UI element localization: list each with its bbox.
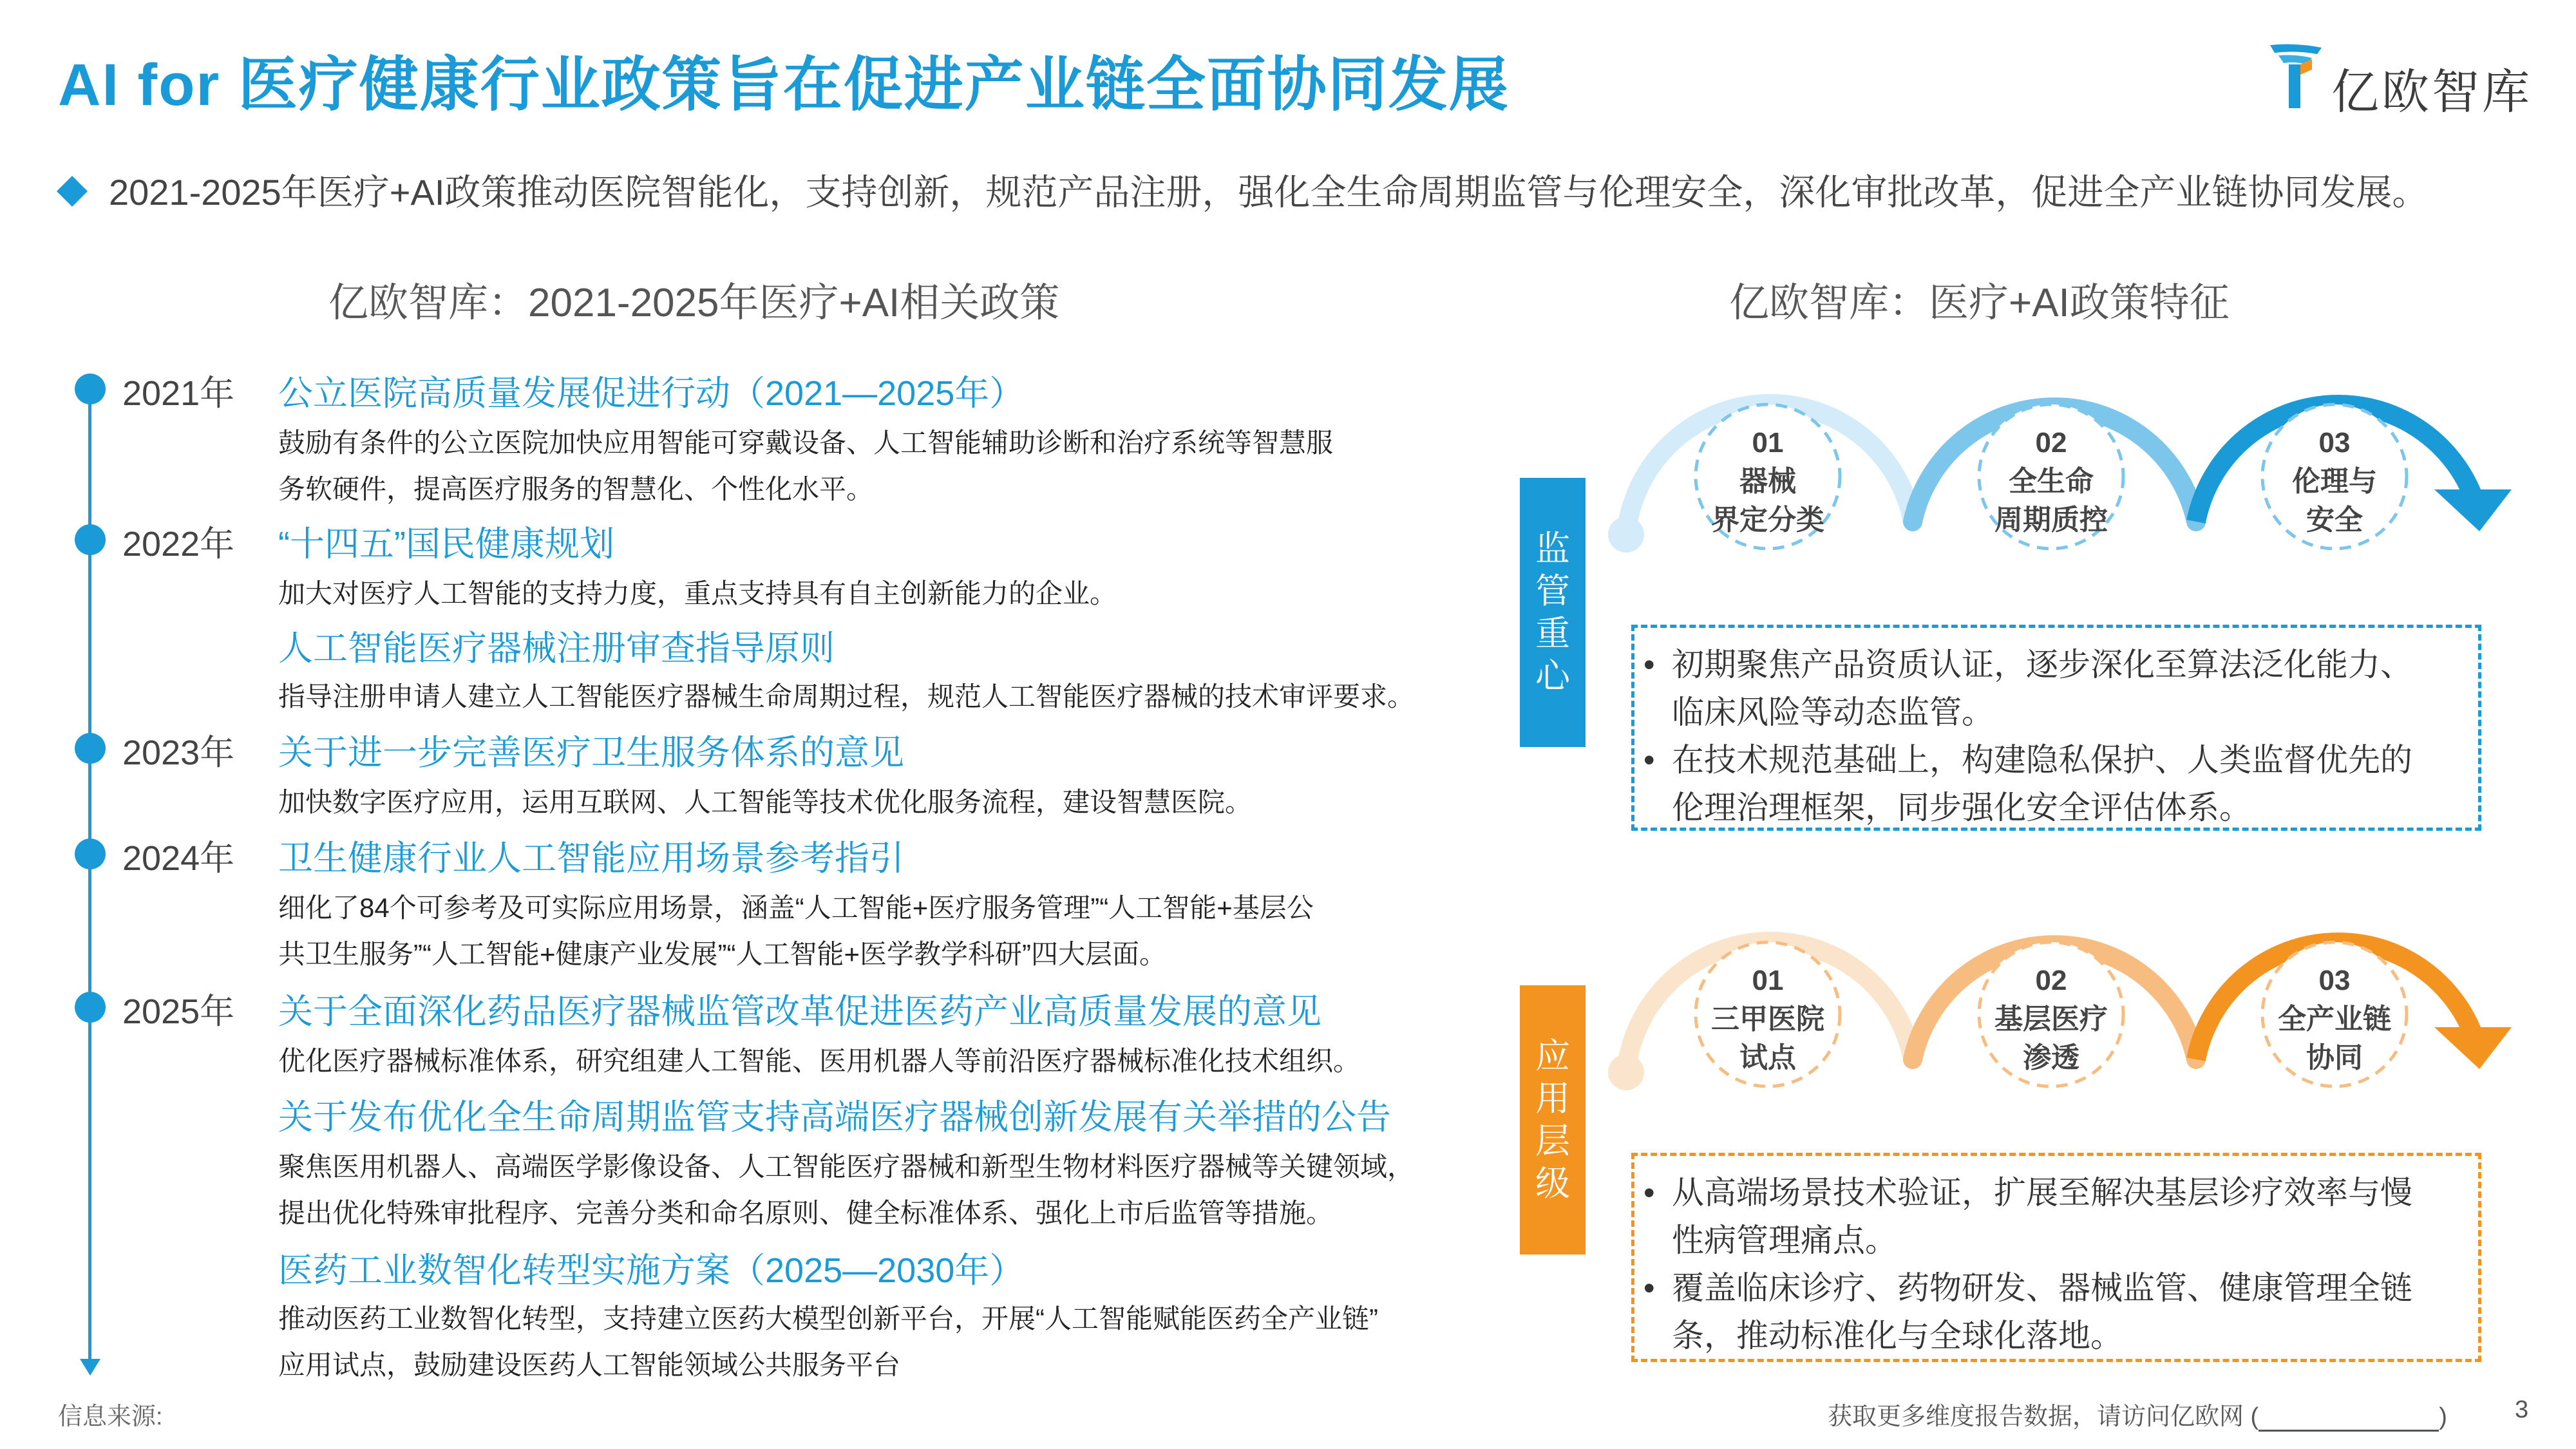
source-label: 信息来源:: [58, 1403, 163, 1430]
policy-title: 卫生健康行业人工智能应用场景参考指引: [278, 839, 904, 878]
timeline-dot: [75, 733, 106, 764]
policy-desc: 提出优化特殊审批程序、完善分类和命名原则、健全标准体系、强化上市后监管等措施。: [278, 1198, 1334, 1228]
step-line: 协同: [2306, 1042, 2363, 1074]
more-info-text: 获取更多维度报告数据，请访问亿欧网 ( ): [1828, 1403, 2447, 1430]
policy-desc: 鼓励有条件的公立医院加快应用智能可穿戴设备、人工智能辅助诊断和治疗系统等智慧服: [278, 428, 1334, 458]
step-line: 基层医疗: [1994, 1003, 2108, 1035]
step-line: 试点: [1739, 1042, 1796, 1074]
side-label-text: 应用层级: [1535, 1037, 1570, 1203]
yiou-logo-icon: [2267, 40, 2325, 111]
step-text: [1690, 961, 1845, 1077]
policy-title: 医药工业数智化转型实施方案（2025—2030年）: [278, 1251, 1025, 1290]
step-line: 渗透: [2023, 1042, 2079, 1074]
logo: [2267, 40, 2537, 117]
step-text: [1974, 961, 2128, 1077]
step-line: 全产业链: [2278, 1003, 2391, 1035]
diamond-bullet-icon: [57, 176, 88, 207]
policy-title: 关于全面深化药品医疗器械监管改革促进医药产业高质量发展的意见: [278, 992, 1321, 1031]
step-number: 03: [2318, 427, 2351, 459]
bullet-item: • 在技术规范基础上，构建隐私保护、人类监督优先的 伦理治理框架，同步强化安全评估体系。: [1634, 736, 2478, 831]
page-title: AI for 医疗健康行业政策旨在促进产业链全面协同发展: [58, 52, 1510, 118]
link-blank[interactable]: [2259, 1406, 2439, 1432]
year-label: 2022年: [122, 525, 235, 564]
side-label-application: [1520, 985, 1586, 1255]
arc-start-dot: [1608, 1054, 1644, 1090]
step-line: 界定分类: [1711, 504, 1824, 536]
policy-desc: 加大对医疗人工智能的支持力度，重点支持具有自主创新能力的企业。: [278, 578, 1117, 609]
timeline-dot: [75, 838, 106, 869]
left-section-title: 亿欧智库：2021-2025年医疗+AI相关政策: [328, 281, 1060, 325]
logo-text: 亿欧智库: [2331, 65, 2532, 118]
step-number: 01: [1752, 965, 1784, 996]
policy-desc: 推动医药工业数智化转型，支持建立医药大模型创新平台，开展“人工智能赋能医药全产业链”: [278, 1303, 1378, 1334]
policy-desc: 聚焦医用机器人、高端医学影像设备、人工智能医疗器械和新型生物材料医疗器械等关键领域，: [278, 1151, 1415, 1182]
regulation-bullets-box: [1631, 625, 2481, 831]
step-number: 03: [2318, 965, 2351, 996]
policy-title: 公立医院高质量发展促进行动（2021—2025年）: [278, 374, 1025, 413]
timeline-dot: [75, 524, 106, 555]
step-text: [1690, 424, 1845, 540]
policy-desc: 指导注册申请人建立人工智能医疗器械生命周期过程，规范人工智能医疗器械的技术审评要求。: [278, 681, 1415, 712]
arc-start-dot: [1608, 516, 1644, 553]
summary: [61, 164, 2428, 216]
year-label: 2021年: [122, 374, 235, 413]
side-label-regulation: [1520, 478, 1586, 747]
policy-title: 关于发布优化全生命周期监管支持高端医疗器械创新发展有关举措的公告: [278, 1098, 1391, 1137]
page-number: 3: [2515, 1396, 2529, 1423]
side-label-text: 监管重心: [1535, 529, 1570, 696]
step-number: 02: [2035, 965, 2067, 996]
step-line: 周期质控: [1994, 504, 2108, 536]
policy-desc: 应用试点，鼓励建设医药人工智能领域公共服务平台: [278, 1350, 901, 1380]
application-bullets-box: [1631, 1153, 2481, 1362]
bullet-item: • 初期聚焦产品资质认证，逐步深化至算法泛化能力、 临床风险等动态监管。: [1634, 641, 2478, 736]
policy-desc: 加快数字医疗应用，运用互联网、人工智能等技术优化服务流程，建设智慧医院。: [278, 787, 1253, 817]
step-line: 伦理与: [2292, 466, 2377, 497]
policy-desc: 务软硬件，提高医疗服务的智慧化、个性化水平。: [278, 474, 874, 504]
step-number: 01: [1752, 427, 1784, 459]
policy-desc: 优化医疗器械标准体系，研究组建人工智能、医用机器人等前沿医疗器械标准化技术组织。: [278, 1046, 1361, 1076]
timeline-dot: [75, 992, 106, 1023]
year-label: 2023年: [122, 734, 235, 772]
step-line: 安全: [2306, 504, 2363, 536]
step-text: [2257, 424, 2412, 540]
timeline-dot: [75, 374, 106, 404]
right-section-title: 亿欧智库：医疗+AI政策特征: [1729, 281, 2230, 325]
year-label: 2024年: [122, 839, 235, 878]
arc-arrowhead-icon: [2434, 1027, 2512, 1069]
arc-arrowhead-icon: [2434, 489, 2512, 531]
policy-desc: 共卫生服务”“人工智能+健康产业发展”“人工智能+医学教学科研”四大层面。: [278, 939, 1166, 969]
timeline-arrow-icon: [80, 1359, 100, 1376]
bullet-item: • 从高端场景技术验证，扩展至解决基层诊疗效率与慢 性病管理痛点。: [1634, 1169, 2478, 1264]
policy-title: “十四五”国民健康规划: [278, 525, 614, 564]
policy-title: 人工智能医疗器械注册审查指导原则: [278, 629, 835, 668]
step-text: [2257, 961, 2412, 1077]
step-number: 02: [2035, 427, 2067, 459]
policy-title: 关于进一步完善医疗卫生服务体系的意见: [278, 734, 904, 772]
policy-desc: 细化了84个可参考及可实际应用场景，涵盖“人工智能+医疗服务管理”“人工智能+基层公: [278, 893, 1314, 923]
year-label: 2025年: [122, 992, 235, 1031]
summary-text: 2021-2025年医疗+AI政策推动医院智能化，支持创新，规范产品注册，强化全生命周期监管与伦理安全，深化审批改革，促进全产业链协同发展。: [109, 172, 2429, 213]
step-line: 全生命: [2009, 466, 2094, 497]
step-line: 三甲医院: [1711, 1003, 1824, 1035]
step-line: 器械: [1739, 466, 1796, 497]
step-text: [1974, 424, 2128, 540]
bullet-item: • 覆盖临床诊疗、药物研发、器械监管、健康管理全链 条，推动标准化与全球化落地。: [1634, 1264, 2478, 1359]
